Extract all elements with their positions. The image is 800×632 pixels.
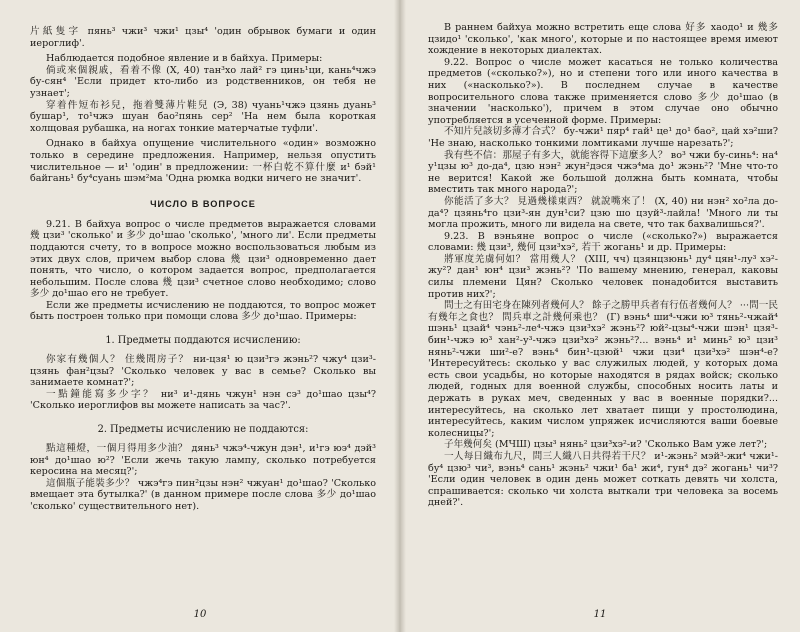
paragraph: Однако в байхуа опущение числительного «один» возможно только в середине предложения. Например, нельзя опустить числительное — и¹ 'один' в предложении: 一杯白乾不算什麼 и¹ бэй¹ байгань¹ бу⁴суань шэм²ма 'Одна рюмка водки ничего не значит'.: [30, 138, 376, 185]
book-gutter: [394, 0, 406, 632]
paragraph: 9.23. В вэньяне вопрос о числе («сколько?») выражается словами: 幾 цзи³, 幾何 цзи³хэ², 若干 жогань¹ и др. Примеры:: [428, 230, 778, 254]
example: 這個瓶子能裝多少？ чжэ⁴гэ пин²цзы нэн² чжуан¹ до¹шао? 'Сколько вмещает эта бутылка?' (в данном примере после слова 多少 до¹шао 'сколько' существительного нет).: [30, 477, 376, 512]
paragraph: В раннем байхуа можно встретить еще слова 好多 хаодо¹ и 幾多 цзидо¹ 'сколько', 'как много', которые и по настоящее время имеют хождение в некоторых диалектах.: [428, 22, 778, 57]
paragraph: 片紙隻字 пянь³ чжи³ чжи¹ цзы⁴ 'один обрывок бумаги и один иероглиф'.: [30, 26, 376, 49]
example: 倘或來個親戚，看着不像 (X, 40) тан³хо лай² гэ цинь¹ци, кань⁴чжэ бу-сян⁴ 'Если придет кто-либо из родственников, он тебя не узнает';: [30, 64, 376, 99]
subheading: 2. Предметы исчислению не поддаются:: [97, 424, 309, 436]
example: 子年幾何矣 (МЧШ) цзы³ нянь² цзи³хэ²-и? 'Сколько Вам уже лет?';: [444, 439, 768, 451]
paragraph: 9.21. В байхуа вопрос о числе предметов выражается словами 幾 цзи³ 'сколько' и 多少 до¹шао 'сколько', 'много ли'. Если предметы поддаются счету, то в вопросе можно воспользоваться любым из этих двух слов, причем выбор слова 幾 цзи³ одновременно дает понять, что число, о котором задается вопрос, предполагается небольшим. После слова 幾 цзи³ счетное слово необходимо; слово 多少 до¹шао его не требует.: [30, 218, 376, 300]
example: 一點鐘能寫多少字？ ни³ и¹-дянь чжун¹ нэн сэ³ до¹шао цзы⁴? 'Сколько иероглифов вы можете написать за час?'.: [30, 388, 376, 412]
example: 將軍度羌虜何如？ 當用幾人？ (XIII, чч) цзянцзюнь¹ ду⁴ цян¹-лу³ хэ²-жу²? дан¹ юн⁴ цзи³ жэнь²? 'По вашему мнению, генерал, каковы силы племени Цян? Сколько человек понадобится выставить против них?';: [428, 253, 778, 300]
paragraph: Наблюдается подобное явление и в байхуа. Примеры:: [46, 53, 323, 65]
section-title: ЧИСЛО В ВОПРОСЕ: [150, 198, 256, 209]
example: 穿着件短布衫兒，拖着雙薄片鞋兒 (Э, 38) чуань¹чжэ цзянь дуань³ бушар¹, то¹чжэ шуан бао²пянь сер² 'На нем была короткая холщовая рубашка, на ногах тонкие матерчатые туфли'.: [30, 99, 376, 134]
page-number: 11: [593, 609, 607, 620]
page-number: 10: [193, 609, 207, 620]
paragraph: Если же предметы исчислению не поддаются, то вопрос может быть построен только при помощи слова 多少 до¹шао. Примеры:: [30, 299, 376, 323]
example: 不知片兒該切多薄才合式？ бу-чжи¹ пяр⁴ гай¹ це¹ до¹ бао², цай хэ²ши? 'Не знаю, насколько тонкими ломтиками лучше нарезать?';: [428, 126, 778, 149]
paragraph: 9.22. Вопрос о числе может касаться не только количества предметов («сколько?»), но и степени того или иного качества в них («насколько?»). В последнем случае в качестве вопросительного слова также применяется слово 多少 до¹шао (в значении 'насколько'), причем в этом случае оно обычно употребляется в усеченной форме. Примеры:: [428, 56, 778, 126]
example: 問士之有田宅身在陳列者幾何人？ 餘子之勝甲兵者有行伍者幾何人？ ···問一民有幾年之食也？ 問兵車之計幾何乘也？ (Г) вэнь⁴ ши⁴-чжи ю³ тянь²-чжай⁴ шэнь¹ цзай⁴ чэнь²-ле⁴-чжэ цзи³хэ² жэнь²? юй²-цзы⁴-чжи шэн¹ цзя³-бин¹-чжэ ю³ хан²-у³-чжэ цзи³хэ² жэнь²?... вэнь⁴ и¹ минь² ю³ цзи³ нянь²-чжи ши²-е? вэнь⁴ бин¹-цзюй¹ чжи цзи⁴ цзи³хэ² шэн⁴-е? 'Интересуйтесь: сколько у вас служилых людей, у которых дома есть свои усадьбы, но которые находятся в рядах войск; сколько людей, годных для военной службы, способных носить латы и держать в руках меч, сведенных у вас в военные порядки?... интересуйтесь, на сколько лет хватает пищи у простолюдина, интересуйтесь, каким числом упряжек исчисляются ваши боевые колесницы?';: [428, 300, 778, 439]
example: 一人每日織布九尺，問三人織八日共得若干尺？ и¹-жэнь² мэй³-жи⁴ чжи¹-бу⁴ цзю³ чи³, вэнь⁴ сань¹ жэнь² чжи¹ ба¹ жи⁴, гун⁴ дэ² жогань¹ чи³? 'Если один человек в один день может соткать девять чи холста, спрашивается: сколько чи холста выткали три человека за восемь дней?'.: [428, 450, 778, 509]
subheading: 1. Предметы поддаются исчислению:: [105, 335, 301, 347]
example: 你能活了多大？ 見過幾樣東西？ 就說嘴來了！ (X, 40) ни нэн² хо²ла до-да⁴? цзянь⁴го цзи³-ян дун¹си? цзю шо цзуй³-лайла! 'Много ли ты могла прожить, много ли видела на свете, что так бахвалишься?'.: [428, 195, 778, 231]
right-page: [400, 0, 800, 632]
example: 我有些不信：那屋子有多大，就能容得下這麼多人？ во³ чжи бу-синь⁴: на⁴ у¹цзы ю³ до-да⁴, цзю нэн² жун²дэся чжэ⁴ма до¹ жэнь²? 'Мне что-то не верится! Какой же большой должна быть комната, чтобы вместить так много народа?';: [428, 149, 778, 196]
example: 你家有幾個人？ 住幾間房子？ ни-цзя¹ ю цзи³гэ жэнь²? чжу⁴ цзи³-цзянь фан²цзы? 'Сколько человек у вас в семье? Сколько вы занимаете комнат?';: [30, 354, 376, 389]
example: 點這種燈，一個月得用多少油？ дянь³ чжэ⁴-чжун дэн¹, и¹гэ юэ⁴ дэй³ юн⁴ до¹шао ю²? 'Если жечь такую лампу, сколько потребуется керосина на месяц?';: [30, 443, 376, 478]
